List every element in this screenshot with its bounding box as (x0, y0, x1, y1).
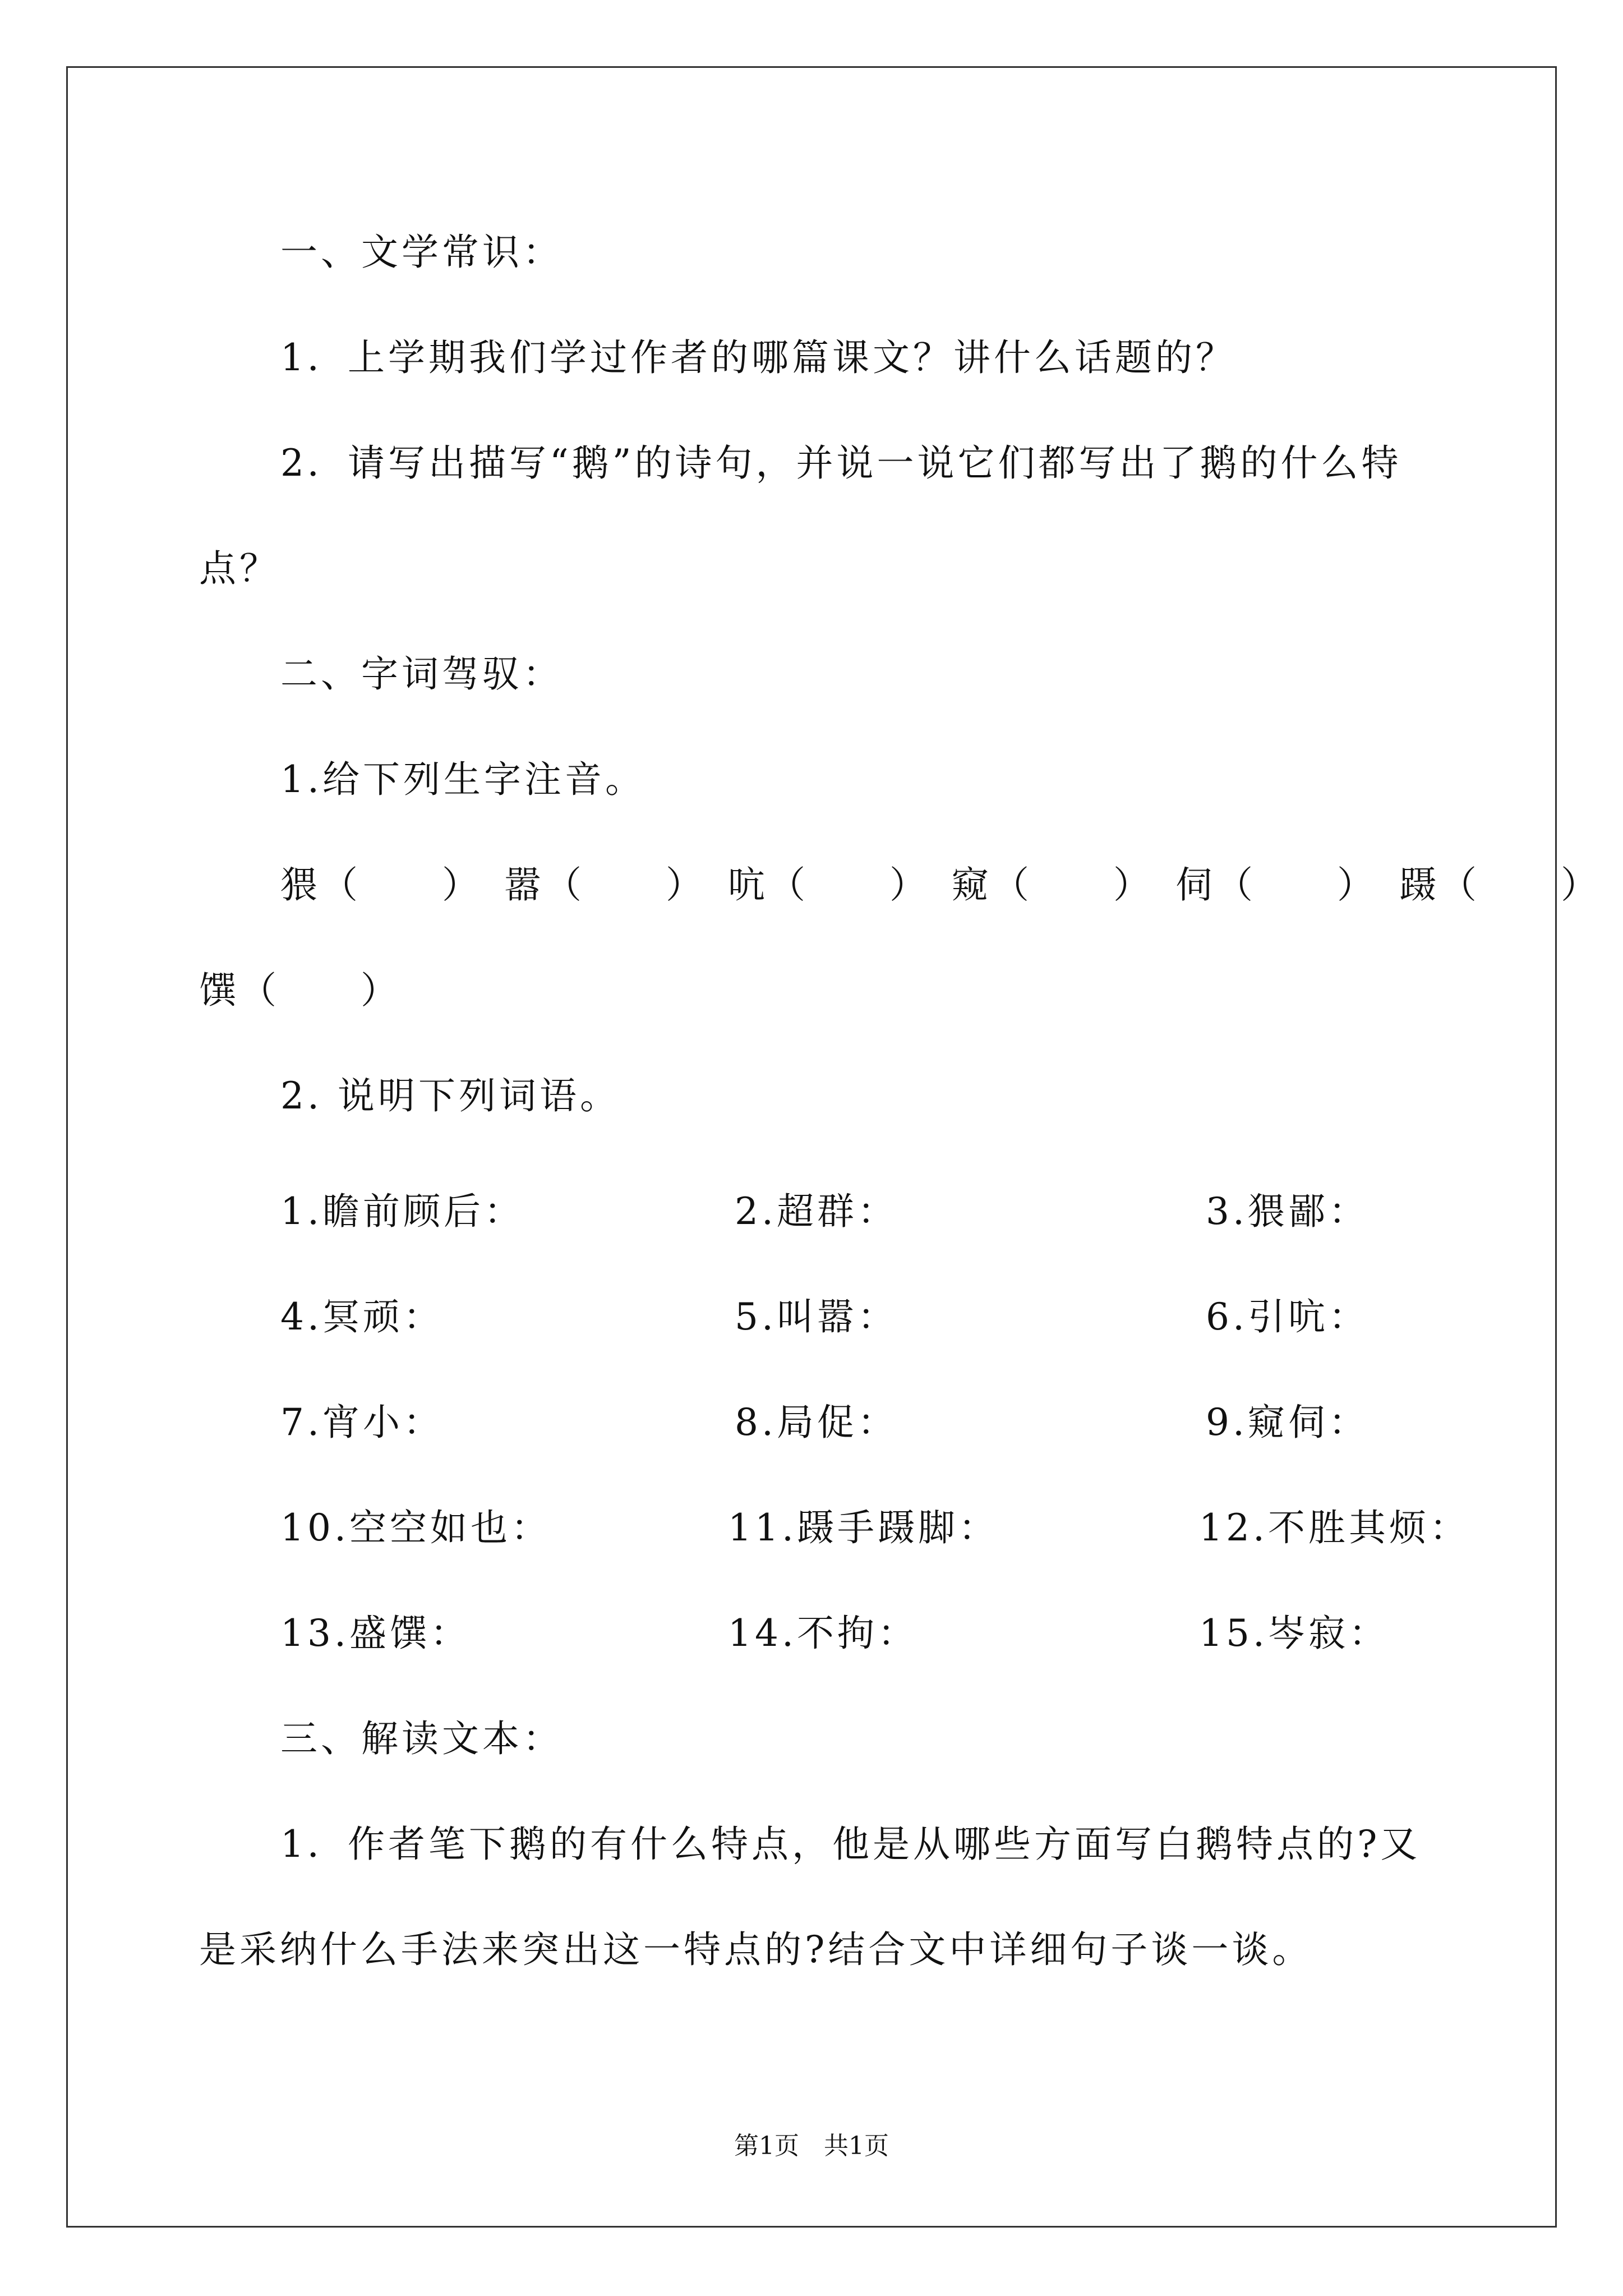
term-5: 5.叫嚣： (735, 1295, 898, 1338)
section2-heading: 二、字词驾驭： (280, 652, 563, 696)
section1-question-2-line1: 2．请写出描写“鹅”的诗句，并说一说它们都写出了鹅的什么特 (280, 441, 1402, 485)
section2-task-2: 2. 说明下列词语。 (280, 1074, 620, 1117)
section1-heading: 一、文学常识： (280, 231, 563, 274)
section1-question-2-line2: 点？ (199, 547, 280, 590)
term-7: 7.宵小： (280, 1401, 444, 1444)
section2-task-1: 1.给下列生字注音。 (280, 758, 645, 801)
term-2: 2.超群： (735, 1190, 898, 1233)
term-9: 9.窥伺： (1206, 1401, 1369, 1444)
phonetic-line-2: 馔（ ） (199, 969, 401, 1012)
term-8: 8.局促： (735, 1401, 898, 1444)
term-11: 11.蹑手蹑脚： (728, 1506, 999, 1549)
section1-question-1: 1．上学期我们学过作者的哪篇课文？讲什么话题的？ (280, 336, 1236, 379)
term-3: 3.猥鄙： (1206, 1190, 1369, 1233)
section3-question-1-line2: 是采纳什么手法来突出这一特点的?结合文中详细句子谈一谈。 (199, 1928, 1313, 1971)
page-number-footer: 第1页 共1页 (734, 2132, 889, 2160)
phonetic-line-1: 猥（ ） 嚣（ ） 吭（ ） 窥（ ） 伺（ ） 蹑（ ） (280, 863, 1601, 907)
term-12: 12.不胜其烦： (1199, 1506, 1470, 1549)
section3-question-1-line1: 1．作者笔下鹅的有什么特点，他是从哪些方面写白鹅特点的?又 (280, 1823, 1421, 1866)
term-1: 1.瞻前顾后： (280, 1190, 524, 1233)
term-13: 13.盛馔： (280, 1612, 471, 1655)
term-15: 15.岑寂： (1199, 1612, 1389, 1655)
section3-heading: 三、解读文本： (280, 1717, 563, 1760)
page-border (66, 66, 1557, 2228)
term-4: 4.冥顽： (280, 1295, 444, 1338)
term-14: 14.不拘： (728, 1612, 918, 1655)
term-10: 10.空空如也： (280, 1506, 551, 1549)
term-6: 6.引吭： (1206, 1295, 1369, 1338)
